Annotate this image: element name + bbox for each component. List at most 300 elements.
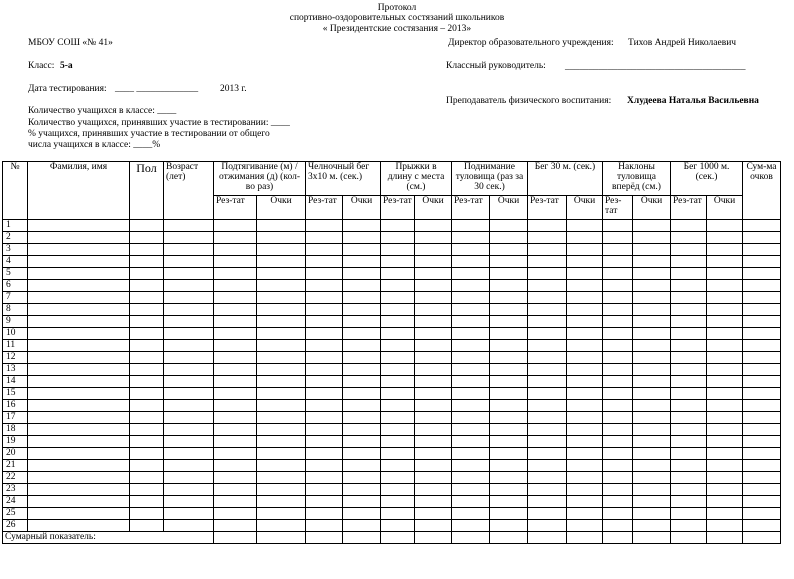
table-cell[interactable] — [306, 256, 343, 268]
table-cell[interactable] — [164, 256, 214, 268]
table-cell[interactable] — [130, 292, 164, 304]
table-cell[interactable] — [567, 472, 603, 484]
table-cell[interactable] — [603, 472, 633, 484]
table-cell[interactable] — [415, 472, 452, 484]
table-cell[interactable] — [743, 232, 781, 244]
table-cell[interactable] — [306, 232, 343, 244]
table-cell[interactable] — [214, 328, 257, 340]
table-cell[interactable] — [490, 232, 528, 244]
table-cell[interactable] — [528, 292, 567, 304]
table-cell[interactable] — [671, 232, 707, 244]
table-cell[interactable] — [164, 292, 214, 304]
table-cell[interactable] — [743, 244, 781, 256]
table-cell[interactable] — [452, 268, 490, 280]
table-cell[interactable] — [707, 304, 743, 316]
table-cell[interactable] — [671, 328, 707, 340]
table-cell[interactable] — [567, 364, 603, 376]
table-cell[interactable] — [707, 340, 743, 352]
table-cell[interactable] — [603, 424, 633, 436]
table-cell[interactable] — [164, 340, 214, 352]
table-cell[interactable] — [490, 376, 528, 388]
table-cell[interactable] — [381, 364, 415, 376]
table-cell[interactable] — [528, 388, 567, 400]
table-cell[interactable] — [633, 472, 671, 484]
table-cell[interactable] — [343, 400, 381, 412]
table-cell[interactable] — [130, 436, 164, 448]
table-cell[interactable] — [490, 508, 528, 520]
table-cell[interactable] — [743, 484, 781, 496]
table-cell[interactable] — [452, 340, 490, 352]
table-cell[interactable] — [130, 232, 164, 244]
table-cell[interactable] — [452, 376, 490, 388]
table-cell[interactable] — [415, 304, 452, 316]
table-cell[interactable] — [567, 316, 603, 328]
table-cell[interactable] — [528, 448, 567, 460]
table-cell[interactable] — [343, 376, 381, 388]
summary-cell[interactable] — [603, 532, 633, 544]
table-cell[interactable] — [381, 460, 415, 472]
table-cell[interactable] — [671, 364, 707, 376]
table-cell[interactable] — [306, 400, 343, 412]
table-cell[interactable] — [28, 256, 130, 268]
table-cell[interactable] — [707, 316, 743, 328]
table-cell[interactable] — [257, 424, 306, 436]
table-cell[interactable] — [490, 460, 528, 472]
table-cell[interactable] — [306, 472, 343, 484]
table-cell[interactable] — [567, 292, 603, 304]
table-cell[interactable] — [452, 256, 490, 268]
table-cell[interactable] — [130, 268, 164, 280]
table-cell[interactable] — [415, 220, 452, 232]
table-cell[interactable] — [743, 472, 781, 484]
table-cell[interactable] — [130, 376, 164, 388]
table-cell[interactable] — [214, 496, 257, 508]
table-cell[interactable] — [257, 304, 306, 316]
table-cell[interactable] — [452, 484, 490, 496]
table-cell[interactable] — [671, 472, 707, 484]
table-cell[interactable] — [306, 364, 343, 376]
table-cell[interactable] — [633, 484, 671, 496]
table-cell[interactable] — [214, 244, 257, 256]
table-cell[interactable] — [343, 484, 381, 496]
table-cell[interactable] — [528, 376, 567, 388]
table-cell[interactable] — [415, 292, 452, 304]
table-cell[interactable] — [130, 424, 164, 436]
table-cell[interactable] — [603, 412, 633, 424]
table-cell[interactable] — [343, 448, 381, 460]
table-cell[interactable] — [306, 340, 343, 352]
table-cell[interactable] — [633, 220, 671, 232]
table-cell[interactable] — [671, 256, 707, 268]
table-cell[interactable] — [567, 388, 603, 400]
table-cell[interactable] — [164, 364, 214, 376]
table-cell[interactable] — [28, 376, 130, 388]
table-cell[interactable] — [415, 460, 452, 472]
table-cell[interactable] — [452, 316, 490, 328]
table-cell[interactable] — [452, 400, 490, 412]
table-cell[interactable] — [603, 280, 633, 292]
table-cell[interactable] — [164, 328, 214, 340]
summary-cell[interactable] — [415, 532, 452, 544]
table-cell[interactable] — [671, 244, 707, 256]
table-cell[interactable] — [28, 352, 130, 364]
table-cell[interactable] — [603, 508, 633, 520]
table-cell[interactable] — [707, 352, 743, 364]
table-cell[interactable] — [671, 292, 707, 304]
table-cell[interactable] — [343, 424, 381, 436]
table-cell[interactable] — [490, 352, 528, 364]
table-cell[interactable] — [214, 424, 257, 436]
table-cell[interactable] — [415, 268, 452, 280]
table-cell[interactable] — [28, 448, 130, 460]
table-cell[interactable] — [743, 376, 781, 388]
summary-cell[interactable] — [743, 532, 781, 544]
table-cell[interactable] — [603, 484, 633, 496]
table-cell[interactable] — [490, 340, 528, 352]
table-cell[interactable] — [214, 412, 257, 424]
table-cell[interactable] — [415, 364, 452, 376]
table-cell[interactable] — [671, 280, 707, 292]
table-cell[interactable] — [306, 496, 343, 508]
table-cell[interactable] — [567, 520, 603, 532]
table-cell[interactable] — [28, 244, 130, 256]
table-cell[interactable] — [452, 328, 490, 340]
summary-cell[interactable] — [381, 532, 415, 544]
table-cell[interactable] — [306, 520, 343, 532]
table-cell[interactable] — [381, 244, 415, 256]
table-cell[interactable] — [707, 412, 743, 424]
table-cell[interactable] — [567, 508, 603, 520]
table-cell[interactable] — [528, 328, 567, 340]
table-cell[interactable] — [490, 424, 528, 436]
table-cell[interactable] — [130, 520, 164, 532]
table-cell[interactable] — [743, 280, 781, 292]
table-cell[interactable] — [381, 436, 415, 448]
table-cell[interactable] — [452, 436, 490, 448]
table-cell[interactable] — [707, 364, 743, 376]
table-cell[interactable] — [214, 400, 257, 412]
table-cell[interactable] — [415, 448, 452, 460]
table-cell[interactable] — [415, 232, 452, 244]
table-cell[interactable] — [214, 472, 257, 484]
table-cell[interactable] — [257, 400, 306, 412]
table-cell[interactable] — [707, 400, 743, 412]
table-cell[interactable] — [528, 520, 567, 532]
table-cell[interactable] — [343, 352, 381, 364]
table-cell[interactable] — [567, 400, 603, 412]
table-cell[interactable] — [671, 508, 707, 520]
table-cell[interactable] — [528, 268, 567, 280]
table-cell[interactable] — [490, 496, 528, 508]
table-cell[interactable] — [306, 268, 343, 280]
table-cell[interactable] — [707, 388, 743, 400]
table-cell[interactable] — [490, 280, 528, 292]
table-cell[interactable] — [28, 280, 130, 292]
table-cell[interactable] — [743, 268, 781, 280]
table-cell[interactable] — [164, 220, 214, 232]
table-cell[interactable] — [306, 244, 343, 256]
table-cell[interactable] — [567, 484, 603, 496]
table-cell[interactable] — [257, 244, 306, 256]
table-cell[interactable] — [528, 220, 567, 232]
table-cell[interactable] — [452, 424, 490, 436]
table-cell[interactable] — [28, 460, 130, 472]
table-cell[interactable] — [603, 244, 633, 256]
table-cell[interactable] — [381, 280, 415, 292]
table-cell[interactable] — [257, 376, 306, 388]
table-cell[interactable] — [28, 316, 130, 328]
table-cell[interactable] — [415, 484, 452, 496]
table-cell[interactable] — [490, 484, 528, 496]
table-cell[interactable] — [633, 400, 671, 412]
table-cell[interactable] — [415, 508, 452, 520]
table-cell[interactable] — [452, 244, 490, 256]
table-cell[interactable] — [130, 472, 164, 484]
table-cell[interactable] — [528, 460, 567, 472]
table-cell[interactable] — [633, 412, 671, 424]
table-cell[interactable] — [164, 460, 214, 472]
table-cell[interactable] — [603, 340, 633, 352]
table-cell[interactable] — [528, 472, 567, 484]
table-cell[interactable] — [343, 292, 381, 304]
table-cell[interactable] — [214, 520, 257, 532]
table-cell[interactable] — [707, 436, 743, 448]
summary-cell[interactable] — [452, 532, 490, 544]
table-cell[interactable] — [707, 472, 743, 484]
table-cell[interactable] — [257, 388, 306, 400]
table-cell[interactable] — [306, 484, 343, 496]
summary-cell[interactable] — [490, 532, 528, 544]
table-cell[interactable] — [490, 256, 528, 268]
table-cell[interactable] — [528, 412, 567, 424]
table-cell[interactable] — [381, 400, 415, 412]
table-cell[interactable] — [452, 388, 490, 400]
table-cell[interactable] — [381, 472, 415, 484]
table-cell[interactable] — [306, 328, 343, 340]
table-cell[interactable] — [743, 436, 781, 448]
table-cell[interactable] — [130, 508, 164, 520]
table-cell[interactable] — [633, 244, 671, 256]
table-cell[interactable] — [452, 460, 490, 472]
table-cell[interactable] — [490, 268, 528, 280]
table-cell[interactable] — [130, 484, 164, 496]
table-cell[interactable] — [528, 400, 567, 412]
table-cell[interactable] — [164, 400, 214, 412]
table-cell[interactable] — [343, 304, 381, 316]
table-cell[interactable] — [528, 508, 567, 520]
table-cell[interactable] — [452, 520, 490, 532]
table-cell[interactable] — [28, 220, 130, 232]
table-cell[interactable] — [452, 220, 490, 232]
table-cell[interactable] — [130, 280, 164, 292]
table-cell[interactable] — [452, 232, 490, 244]
table-cell[interactable] — [603, 400, 633, 412]
summary-cell[interactable] — [707, 532, 743, 544]
table-cell[interactable] — [603, 316, 633, 328]
summary-cell[interactable] — [343, 532, 381, 544]
table-cell[interactable] — [28, 412, 130, 424]
table-cell[interactable] — [257, 520, 306, 532]
table-cell[interactable] — [343, 364, 381, 376]
table-cell[interactable] — [28, 424, 130, 436]
table-cell[interactable] — [343, 496, 381, 508]
table-cell[interactable] — [415, 496, 452, 508]
table-cell[interactable] — [490, 292, 528, 304]
table-cell[interactable] — [603, 496, 633, 508]
table-cell[interactable] — [743, 292, 781, 304]
table-cell[interactable] — [164, 244, 214, 256]
table-cell[interactable] — [633, 448, 671, 460]
table-cell[interactable] — [633, 340, 671, 352]
table-cell[interactable] — [633, 316, 671, 328]
table-cell[interactable] — [130, 388, 164, 400]
table-cell[interactable] — [214, 316, 257, 328]
table-cell[interactable] — [743, 460, 781, 472]
table-cell[interactable] — [343, 460, 381, 472]
table-cell[interactable] — [381, 232, 415, 244]
table-cell[interactable] — [743, 496, 781, 508]
table-cell[interactable] — [743, 316, 781, 328]
table-cell[interactable] — [743, 340, 781, 352]
table-cell[interactable] — [490, 412, 528, 424]
table-cell[interactable] — [130, 256, 164, 268]
table-cell[interactable] — [490, 520, 528, 532]
table-cell[interactable] — [381, 484, 415, 496]
table-cell[interactable] — [381, 340, 415, 352]
summary-cell[interactable] — [306, 532, 343, 544]
table-cell[interactable] — [567, 244, 603, 256]
table-cell[interactable] — [28, 340, 130, 352]
table-cell[interactable] — [490, 316, 528, 328]
table-cell[interactable] — [671, 388, 707, 400]
table-cell[interactable] — [381, 328, 415, 340]
table-cell[interactable] — [130, 244, 164, 256]
table-cell[interactable] — [603, 304, 633, 316]
table-cell[interactable] — [130, 460, 164, 472]
table-cell[interactable] — [343, 232, 381, 244]
table-cell[interactable] — [671, 460, 707, 472]
table-cell[interactable] — [743, 352, 781, 364]
table-cell[interactable] — [671, 340, 707, 352]
table-cell[interactable] — [707, 496, 743, 508]
table-cell[interactable] — [164, 232, 214, 244]
table-cell[interactable] — [343, 268, 381, 280]
table-cell[interactable] — [671, 220, 707, 232]
table-cell[interactable] — [567, 280, 603, 292]
table-cell[interactable] — [452, 496, 490, 508]
table-cell[interactable] — [28, 496, 130, 508]
table-cell[interactable] — [743, 256, 781, 268]
table-cell[interactable] — [257, 328, 306, 340]
table-cell[interactable] — [381, 304, 415, 316]
table-cell[interactable] — [490, 220, 528, 232]
table-cell[interactable] — [381, 520, 415, 532]
table-cell[interactable] — [567, 376, 603, 388]
table-cell[interactable] — [452, 292, 490, 304]
table-cell[interactable] — [381, 352, 415, 364]
table-cell[interactable] — [490, 364, 528, 376]
table-cell[interactable] — [567, 352, 603, 364]
table-cell[interactable] — [214, 436, 257, 448]
table-cell[interactable] — [28, 388, 130, 400]
table-cell[interactable] — [28, 400, 130, 412]
table-cell[interactable] — [671, 448, 707, 460]
table-cell[interactable] — [257, 508, 306, 520]
table-cell[interactable] — [381, 388, 415, 400]
table-cell[interactable] — [671, 496, 707, 508]
table-cell[interactable] — [164, 304, 214, 316]
table-cell[interactable] — [603, 436, 633, 448]
table-cell[interactable] — [381, 316, 415, 328]
table-cell[interactable] — [130, 364, 164, 376]
table-cell[interactable] — [130, 448, 164, 460]
table-cell[interactable] — [671, 376, 707, 388]
table-cell[interactable] — [306, 424, 343, 436]
table-cell[interactable] — [343, 412, 381, 424]
table-cell[interactable] — [452, 304, 490, 316]
table-cell[interactable] — [567, 436, 603, 448]
table-cell[interactable] — [603, 292, 633, 304]
table-cell[interactable] — [164, 268, 214, 280]
table-cell[interactable] — [343, 328, 381, 340]
table-cell[interactable] — [306, 412, 343, 424]
table-cell[interactable] — [164, 424, 214, 436]
table-cell[interactable] — [415, 316, 452, 328]
table-cell[interactable] — [707, 520, 743, 532]
table-cell[interactable] — [214, 376, 257, 388]
table-cell[interactable] — [528, 424, 567, 436]
table-cell[interactable] — [633, 508, 671, 520]
table-cell[interactable] — [603, 232, 633, 244]
table-cell[interactable] — [633, 388, 671, 400]
table-cell[interactable] — [743, 400, 781, 412]
table-cell[interactable] — [257, 472, 306, 484]
table-cell[interactable] — [671, 436, 707, 448]
table-cell[interactable] — [671, 352, 707, 364]
table-cell[interactable] — [707, 292, 743, 304]
table-cell[interactable] — [306, 304, 343, 316]
table-cell[interactable] — [381, 424, 415, 436]
table-cell[interactable] — [164, 388, 214, 400]
table-cell[interactable] — [452, 280, 490, 292]
table-cell[interactable] — [743, 220, 781, 232]
table-cell[interactable] — [603, 520, 633, 532]
table-cell[interactable] — [214, 460, 257, 472]
table-cell[interactable] — [528, 280, 567, 292]
table-cell[interactable] — [130, 304, 164, 316]
table-cell[interactable] — [707, 220, 743, 232]
table-cell[interactable] — [257, 340, 306, 352]
table-cell[interactable] — [381, 292, 415, 304]
table-cell[interactable] — [164, 508, 214, 520]
table-cell[interactable] — [707, 280, 743, 292]
table-cell[interactable] — [28, 268, 130, 280]
table-cell[interactable] — [743, 424, 781, 436]
table-cell[interactable] — [567, 424, 603, 436]
table-cell[interactable] — [490, 472, 528, 484]
table-cell[interactable] — [257, 460, 306, 472]
table-cell[interactable] — [28, 436, 130, 448]
table-cell[interactable] — [306, 460, 343, 472]
table-cell[interactable] — [415, 256, 452, 268]
table-cell[interactable] — [567, 460, 603, 472]
table-cell[interactable] — [257, 220, 306, 232]
table-cell[interactable] — [452, 508, 490, 520]
table-cell[interactable] — [415, 352, 452, 364]
table-cell[interactable] — [257, 448, 306, 460]
table-cell[interactable] — [415, 412, 452, 424]
table-cell[interactable] — [28, 364, 130, 376]
